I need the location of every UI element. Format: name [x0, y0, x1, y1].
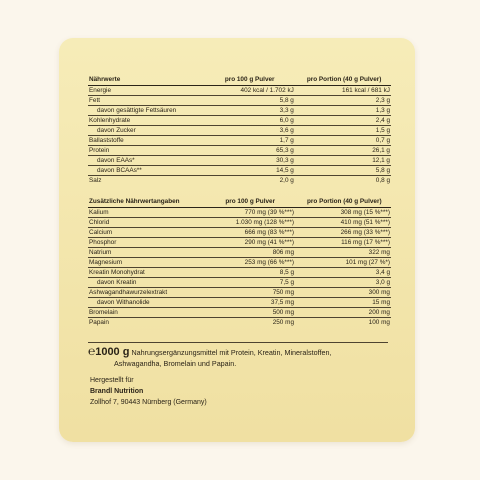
table-row [88, 288, 391, 298]
additional-label-cell: davon Kreatin [88, 278, 213, 288]
table-row [88, 278, 391, 288]
additional-per100-cell: 8,5 g [213, 268, 295, 278]
additional-portion-cell: 15 mg [295, 298, 391, 308]
nutrition-per100-cell: 14,5 g [213, 166, 295, 176]
additional-table [88, 195, 391, 327]
additional-per100-cell: 770 mg (39 %***) [213, 208, 295, 218]
nutrition-header-label: Nährwerte [88, 73, 213, 86]
additional-per100-cell: 250 mg [272, 319, 295, 326]
nutrition-label-cell: Kohlenhydrate [88, 116, 213, 126]
additional-portion-cell: 410 mg (51 %***) [295, 218, 391, 228]
table-row [88, 106, 391, 116]
table-row [88, 298, 391, 308]
nutrition-portion-cell: 2,3 g [295, 96, 391, 106]
additional-portion-cell: 322 mg [295, 248, 391, 258]
label-card [59, 38, 415, 442]
additional-header-portion: pro Portion (40 g Pulver) [295, 195, 391, 208]
nutrition-portion-cell: 26,1 g [295, 146, 391, 156]
product-description-line1: Nahrungsergänzungsmittel mit Protein, Kreatin, Mineralstoffen, [131, 348, 332, 357]
nutrition-label-cell: davon BCAAs** [88, 166, 213, 176]
nutrition-per100-cell: 6,0 g [213, 116, 295, 126]
table-row [88, 156, 391, 166]
additional-per100-cell: 750 mg [213, 288, 295, 298]
nutrition-per100-cell: 3,3 g [213, 106, 295, 116]
nutrition-portion-cell: 0,8 g [375, 177, 390, 184]
table-row [88, 208, 391, 218]
nutrition-per100-cell: 1,7 g [213, 136, 295, 146]
additional-portion-cell: 300 mg [295, 288, 391, 298]
nutrition-portion-cell: 1,3 g [295, 106, 391, 116]
divider [88, 342, 388, 343]
table-row [88, 228, 391, 238]
additional-portion-cell: 266 mg (33 %***) [295, 228, 391, 238]
nutrition-per100-cell: 5,8 g [213, 96, 295, 106]
nutrition-portion-cell: 1,5 g [295, 126, 391, 136]
nutrition-table [88, 73, 391, 185]
additional-portion-cell: 101 mg (27 %*) [295, 258, 391, 268]
nutrition-header-per100: pro 100 g Pulver [213, 73, 295, 86]
nutrition-label-cell: Protein [88, 146, 213, 156]
table-row [88, 318, 391, 328]
additional-label-cell: Bromelain [88, 308, 213, 318]
additional-portion-cell: 308 mg (15 %***) [295, 208, 391, 218]
table-row [88, 126, 391, 136]
nutrition-portion-cell: 161 kcal / 681 kJ [295, 86, 391, 96]
nutrition-header-portion: pro Portion (40 g Pulver) [295, 73, 391, 86]
additional-label-cell: Phosphor [88, 238, 213, 248]
net-quantity: 1000 g [95, 346, 130, 358]
additional-table-body [88, 195, 391, 327]
nutrition-per100-cell: 2,0 g [279, 177, 294, 184]
nutrition-table-body [88, 73, 391, 185]
nutrition-label-cell: davon gesättigte Fettsäuren [88, 106, 213, 116]
nutrition-per100-cell: 65,3 g [213, 146, 295, 156]
nutrition-per100-cell: 30,3 g [213, 156, 295, 166]
additional-portion-cell: 116 mg (17 %***) [295, 238, 391, 248]
additional-portion-cell: 100 mg [368, 319, 390, 326]
additional-portion-cell: 3,0 g [295, 278, 391, 288]
table-row [88, 248, 391, 258]
additional-header-label: Zusätzliche Nährwertangaben [88, 195, 213, 208]
nutrition-label-cell: Ballaststoffe [88, 136, 213, 146]
table-row [88, 268, 391, 278]
additional-label-cell: Kreatin Monohydrat [88, 268, 213, 278]
table-row [88, 146, 391, 156]
nutrition-label-cell: Fett [88, 96, 213, 106]
additional-per100-cell: 253 mg (66 %***) [213, 258, 295, 268]
table-row [88, 96, 391, 106]
additional-label-cell: Chlorid [88, 218, 213, 228]
table-row [88, 218, 391, 228]
table-row [88, 238, 391, 248]
additional-label-cell: Natrium [88, 248, 213, 258]
additional-portion-cell: 200 mg [295, 308, 391, 318]
nutrition-label-cell: Salz [89, 177, 102, 184]
additional-per100-cell: 37,5 mg [213, 298, 295, 308]
additional-per100-cell: 806 mg [213, 248, 295, 258]
table-row [88, 86, 391, 96]
manufacturer-block [90, 375, 207, 408]
additional-portion-cell: 3,4 g [295, 268, 391, 278]
additional-per100-cell: 1.030 mg (128 %***) [213, 218, 295, 228]
table-row [88, 166, 391, 176]
additional-per100-cell: 290 mg (41 %***) [213, 238, 295, 248]
additional-label-cell: Calcium [88, 228, 213, 238]
nutrition-portion-cell: 2,4 g [295, 116, 391, 126]
nutrition-header-row [88, 73, 391, 86]
table-row [88, 258, 391, 268]
nutrition-label-cell: Energie [88, 86, 213, 96]
manufacturer-label: Hergestellt für [90, 377, 134, 384]
nutrition-label-cell: davon EAAs* [88, 156, 213, 166]
nutrition-label-cell: davon Zucker [88, 126, 213, 136]
manufacturer-name: Brandl Nutrition [90, 388, 144, 395]
nutrition-portion-cell: 12,1 g [295, 156, 391, 166]
additional-per100-cell: 666 mg (83 %***) [213, 228, 295, 238]
table-row [88, 176, 391, 186]
nutrition-per100-cell: 3,6 g [213, 126, 295, 136]
nutrition-portion-cell: 0,7 g [295, 136, 391, 146]
additional-label-cell: davon Withanolide [88, 298, 213, 308]
additional-label-cell: Ashwagandhawurzelextrakt [88, 288, 213, 298]
additional-per100-cell: 500 mg [213, 308, 295, 318]
manufacturer-address: Zollhof 7, 90443 Nürnberg (Germany) [90, 399, 207, 406]
additional-label-cell: Papain [89, 319, 109, 326]
product-quantity-block [88, 346, 391, 369]
table-row [88, 136, 391, 146]
nutrition-portion-cell: 5,8 g [295, 166, 391, 176]
additional-label-cell: Kalium [88, 208, 213, 218]
additional-per100-cell: 7,5 g [213, 278, 295, 288]
additional-header-row [88, 195, 391, 208]
table-row [88, 116, 391, 126]
additional-label-cell: Magnesium [88, 258, 213, 268]
nutrition-per100-cell: 402 kcal / 1.702 kJ [213, 86, 295, 96]
estimate-sign-icon: ℮ [88, 344, 96, 358]
table-row [88, 308, 391, 318]
product-description-line2: Ashwagandha, Bromelain und Papain. [114, 359, 237, 368]
additional-header-per100: pro 100 g Pulver [213, 195, 295, 208]
